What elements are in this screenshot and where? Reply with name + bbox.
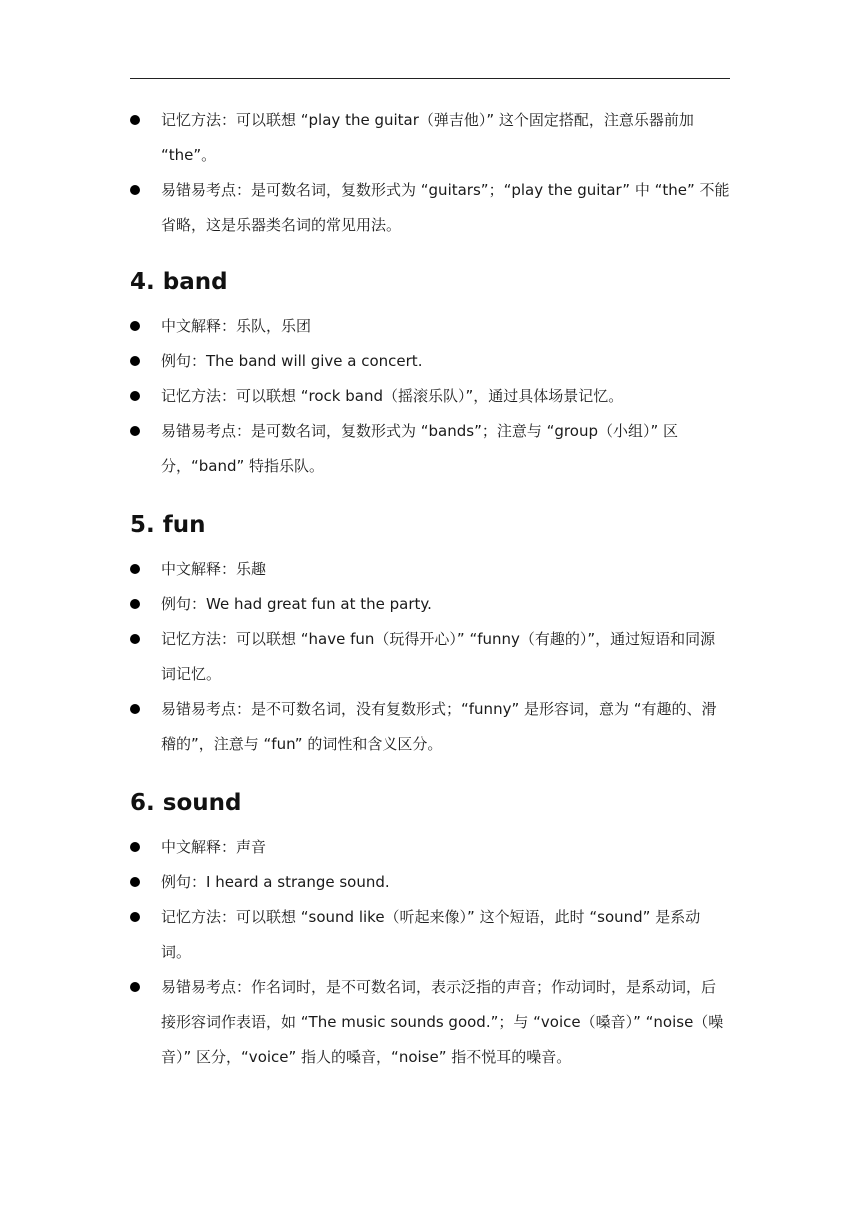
item-text: 例句：We had great fun at the party. — [161, 595, 432, 613]
item-text: 易错易考点：是可数名词，复数形式为 “guitars”；“play the guitar” 中 “the” 不能省略，这是乐器类名词的常见用法。 — [161, 181, 730, 234]
list-item — [130, 587, 730, 622]
list-item — [130, 309, 730, 344]
list-item — [130, 692, 730, 762]
item-text: 记忆方法：可以联想 “play the guitar（弹吉他）” 这个固定搭配，注意乐器前加 “the”。 — [161, 111, 694, 164]
sound-list — [130, 830, 730, 1075]
item-text: 中文解释：声音 — [161, 838, 267, 856]
item-text: 中文解释：乐队，乐团 — [161, 317, 312, 335]
list-item — [130, 103, 730, 173]
section-heading-band: 4. band — [130, 269, 228, 295]
item-text: 易错易考点：是不可数名词，没有复数形式；“funny” 是形容词，意为 “有趣的、滑稽的”，注意与 “fun” 的词性和含义区分。 — [161, 700, 717, 753]
bullet-icon — [130, 185, 140, 195]
list-item — [130, 830, 730, 865]
list-item — [130, 344, 730, 379]
document-body — [130, 103, 730, 1075]
item-text: 记忆方法：可以联想 “rock band（摇滚乐队）”，通过具体场景记忆。 — [161, 387, 624, 405]
band-list — [130, 309, 730, 484]
fun-list — [130, 552, 730, 762]
bullet-icon — [130, 356, 140, 366]
list-item — [130, 865, 730, 900]
header-rule — [130, 78, 730, 79]
section-heading-sound: 6. sound — [130, 790, 242, 816]
item-text: 易错易考点：作名词时，是不可数名词，表示泛指的声音；作动词时，是系动词，后接形容词作表语，如 “The music sounds good.”；与 “voice（嗓音）” “noise（噪音）” 区分，“voice” 指人的嗓音，“noise” 指不悦耳的噪音。 — [161, 978, 724, 1066]
bullet-icon — [130, 842, 140, 852]
list-item — [130, 414, 730, 484]
bullet-icon — [130, 564, 140, 574]
bullet-icon — [130, 426, 140, 436]
bullet-icon — [130, 115, 140, 125]
item-text: 记忆方法：可以联想 “sound like（听起来像）” 这个短语，此时 “sound” 是系动词。 — [161, 908, 701, 961]
bullet-icon — [130, 599, 140, 609]
bullet-icon — [130, 982, 140, 992]
item-text: 记忆方法：可以联想 “have fun（玩得开心）” “funny（有趣的）”，通过短语和同源词记忆。 — [161, 630, 716, 683]
list-item — [130, 900, 730, 970]
bullet-icon — [130, 391, 140, 401]
item-text: 中文解释：乐趣 — [161, 560, 267, 578]
guitar-continued-list — [130, 103, 730, 243]
list-item — [130, 552, 730, 587]
item-text: 例句：The band will give a concert. — [161, 352, 423, 370]
list-item — [130, 173, 730, 243]
bullet-icon — [130, 634, 140, 644]
bullet-icon — [130, 912, 140, 922]
list-item — [130, 970, 730, 1075]
item-text: 易错易考点：是可数名词，复数形式为 “bands”；注意与 “group（小组）” 区分，“band” 特指乐队。 — [161, 422, 679, 475]
list-item — [130, 622, 730, 692]
bullet-icon — [130, 321, 140, 331]
item-text: 例句：I heard a strange sound. — [161, 873, 390, 891]
section-heading-fun: 5. fun — [130, 512, 206, 538]
bullet-icon — [130, 877, 140, 887]
bullet-icon — [130, 704, 140, 714]
list-item — [130, 379, 730, 414]
